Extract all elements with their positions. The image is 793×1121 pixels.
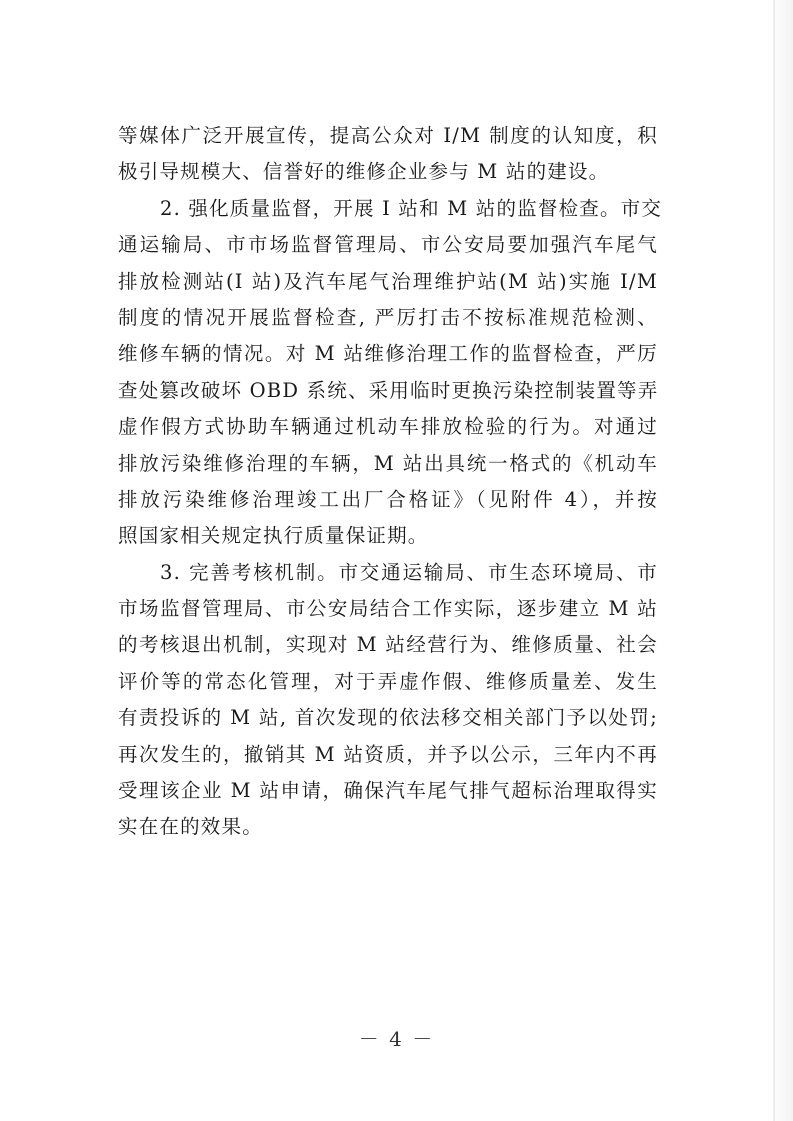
text-line: 2. 强化质量监督，开展 I 站和 M 站的监督检查。市交 xyxy=(160,196,663,220)
text-line: 通运输局、市市场监督管理局、市公安局要加强汽车尾气 xyxy=(118,233,658,257)
text-line: 有责投诉的 M 站, 首次发现的依法移交相关部门予以处罚; xyxy=(118,706,658,730)
text-line: 虚作假方式协助车辆通过机动车排放检验的行为。对通过 xyxy=(118,415,658,439)
document-body xyxy=(118,118,663,846)
text-line: 排放污染维修治理竣工出厂合格证》（见附件 4），并按 xyxy=(118,487,658,511)
text-line: 排放检测站(I 站)及汽车尾气治理维护站(M 站)实施 I/M xyxy=(118,269,658,293)
text-line: 制度的情况开展监督检查, 严厉打击不按标准规范检测、 xyxy=(118,305,658,329)
text-line: 再次发生的，撤销其 M 站资质，并予以公示，三年内不再 xyxy=(118,742,658,766)
text-line: 评价等的常态化管理，对于弄虚作假、维修质量差、发生 xyxy=(118,669,658,693)
text-line: 照国家相关规定执行质量保证期。 xyxy=(118,524,429,548)
text-line: 查处篡改破坏 OBD 系统、采用临时更换污染控制装置等弄 xyxy=(118,378,659,402)
text-line: 受理该企业 M 站申请，确保汽车尾气排气超标治理取得实 xyxy=(118,779,658,803)
page-edge-margin xyxy=(775,0,793,1121)
text-line: 3. 完善考核机制。市交通运输局、市生态环境局、市 xyxy=(160,560,658,584)
text-line: 实在在的效果。 xyxy=(118,815,263,839)
text-line: 的考核退出机制，实现对 M 站经营行为、维修质量、社会 xyxy=(118,633,658,657)
text-line: 极引导规模大、信誉好的维修企业参与 M 站的建设。 xyxy=(118,160,610,184)
text-line: 维修车辆的情况。对 M 站维修治理工作的监督检查，严厉 xyxy=(118,342,658,366)
text-line: 市场监督管理局、市公安局结合工作实际，逐步建立 M 站 xyxy=(118,597,658,621)
page-number: － 4 － xyxy=(358,1027,435,1051)
text-line: 等媒体广泛开展宣传，提高公众对 I/M 制度的认知度，积 xyxy=(118,124,658,147)
text-line: 排放污染维修治理的车辆，M 站出具统一格式的《机动车 xyxy=(118,451,658,475)
